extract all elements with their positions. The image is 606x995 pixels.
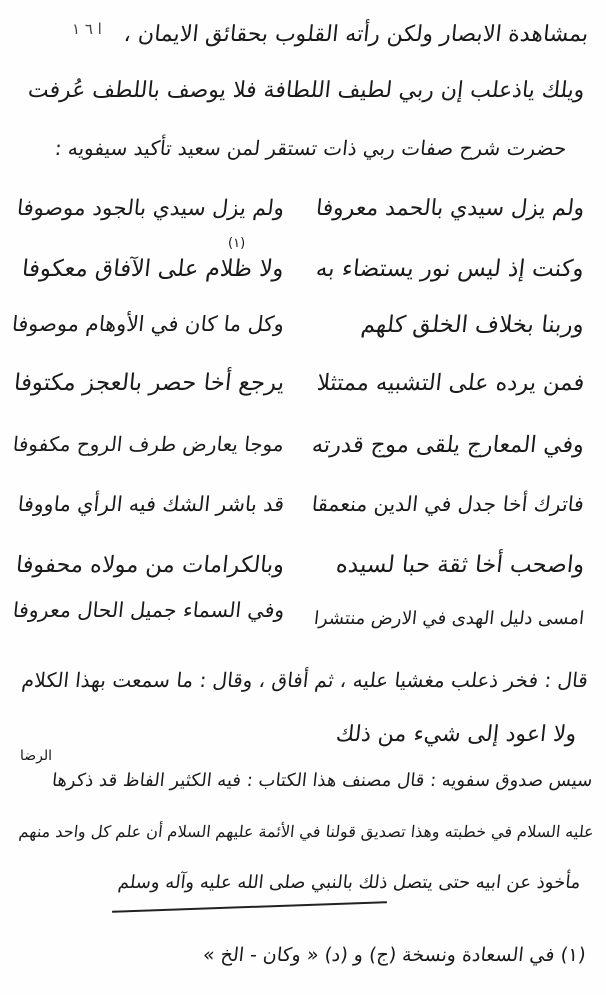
after-verses-line-1: قال : فخر ذعلب مغشيا عليه ، ثم أفاق ، وقال : ما سمعت بهذا الكلام: [20, 668, 590, 692]
verse-2-right: وكنت إذ ليس نور يستضاء به: [314, 256, 586, 282]
verse-2-left: ولا ظلام على الآفاق معكوفا: [21, 256, 286, 282]
verse-7-left: وبالكرامات من مولاه محفوفا: [14, 552, 286, 578]
verse-4-right: فمن يرده على التشبيه ممتثلا: [315, 370, 586, 396]
verse-3-right: وربنا بخلاف الخلق كلهم: [359, 312, 586, 338]
footnote: (١) في السعادة ونسخة (ج) و (د) « وكان - الخ »: [202, 944, 588, 966]
commentary-margin-note: الرضا: [20, 748, 53, 764]
verse-3-left: وكل ما كان في الأوهام موصوفا: [10, 312, 286, 336]
after-verses-line-2: ولا اعود إلى شيء من ذلك: [334, 722, 578, 747]
verse-8-right: امسى دليل الهدى في الارض منتشرا: [312, 608, 586, 629]
verse-5-right: وفي المعارج يلقى موج قدرته: [310, 432, 586, 458]
verse-4-left: يرجع أخا حصر بالعجز مكتوفا: [12, 370, 286, 396]
commentary-line-3: مأخوذ عن ابيه حتى يتصل ذلك بالنبي صلى الله عليه وآله وسلم: [116, 872, 582, 893]
verse-5-left: موجا يعارض طرف الروح مكفوفا: [11, 432, 286, 456]
intro-line-3: حضرت شرح صفات ربي ذات تستقر لمن سعيد تأكيد سيفويه :: [53, 136, 568, 160]
intro-line-2: ويلك ياذعلب إن ربي لطيف اللطافة فلا يوصف باللطف عُرفت: [26, 78, 586, 103]
verse-6-right: فاترك أخا جدل في الدين منعمقا: [310, 492, 586, 516]
verse-7-right: واصحب أخا ثقة حبا لسيده: [334, 552, 586, 578]
commentary-line-2: عليه السلام في خطبته وهذا تصديق قولنا في الأئمة عليهم السلام أن علم كل واحد منهم: [18, 822, 596, 841]
verse-1-right: ولم يزل سيدي بالحمد معروفا: [314, 196, 586, 221]
intro-line-1: بمشاهدة الابصار ولكن رأته القلوب بحقائق الايمان ،: [122, 22, 590, 47]
verse-8-left: وفي السماء جميل الحال معروفا: [11, 598, 286, 622]
page-marker: ا ٦ ١: [72, 20, 102, 38]
verse-6-left: قد باشر الشك فيه الرأي ماووفا: [16, 492, 286, 516]
verse-1-left: ولم يزل سيدي بالجود موصوفا: [15, 196, 286, 221]
verse-note-marker: (١): [228, 236, 246, 251]
commentary-line-1: سيس صدوق سفويه : قال مصنف هذا الكتاب : فيه الكثير الفاظ قد ذكرها: [50, 770, 594, 791]
commentary-underline: [112, 901, 387, 913]
